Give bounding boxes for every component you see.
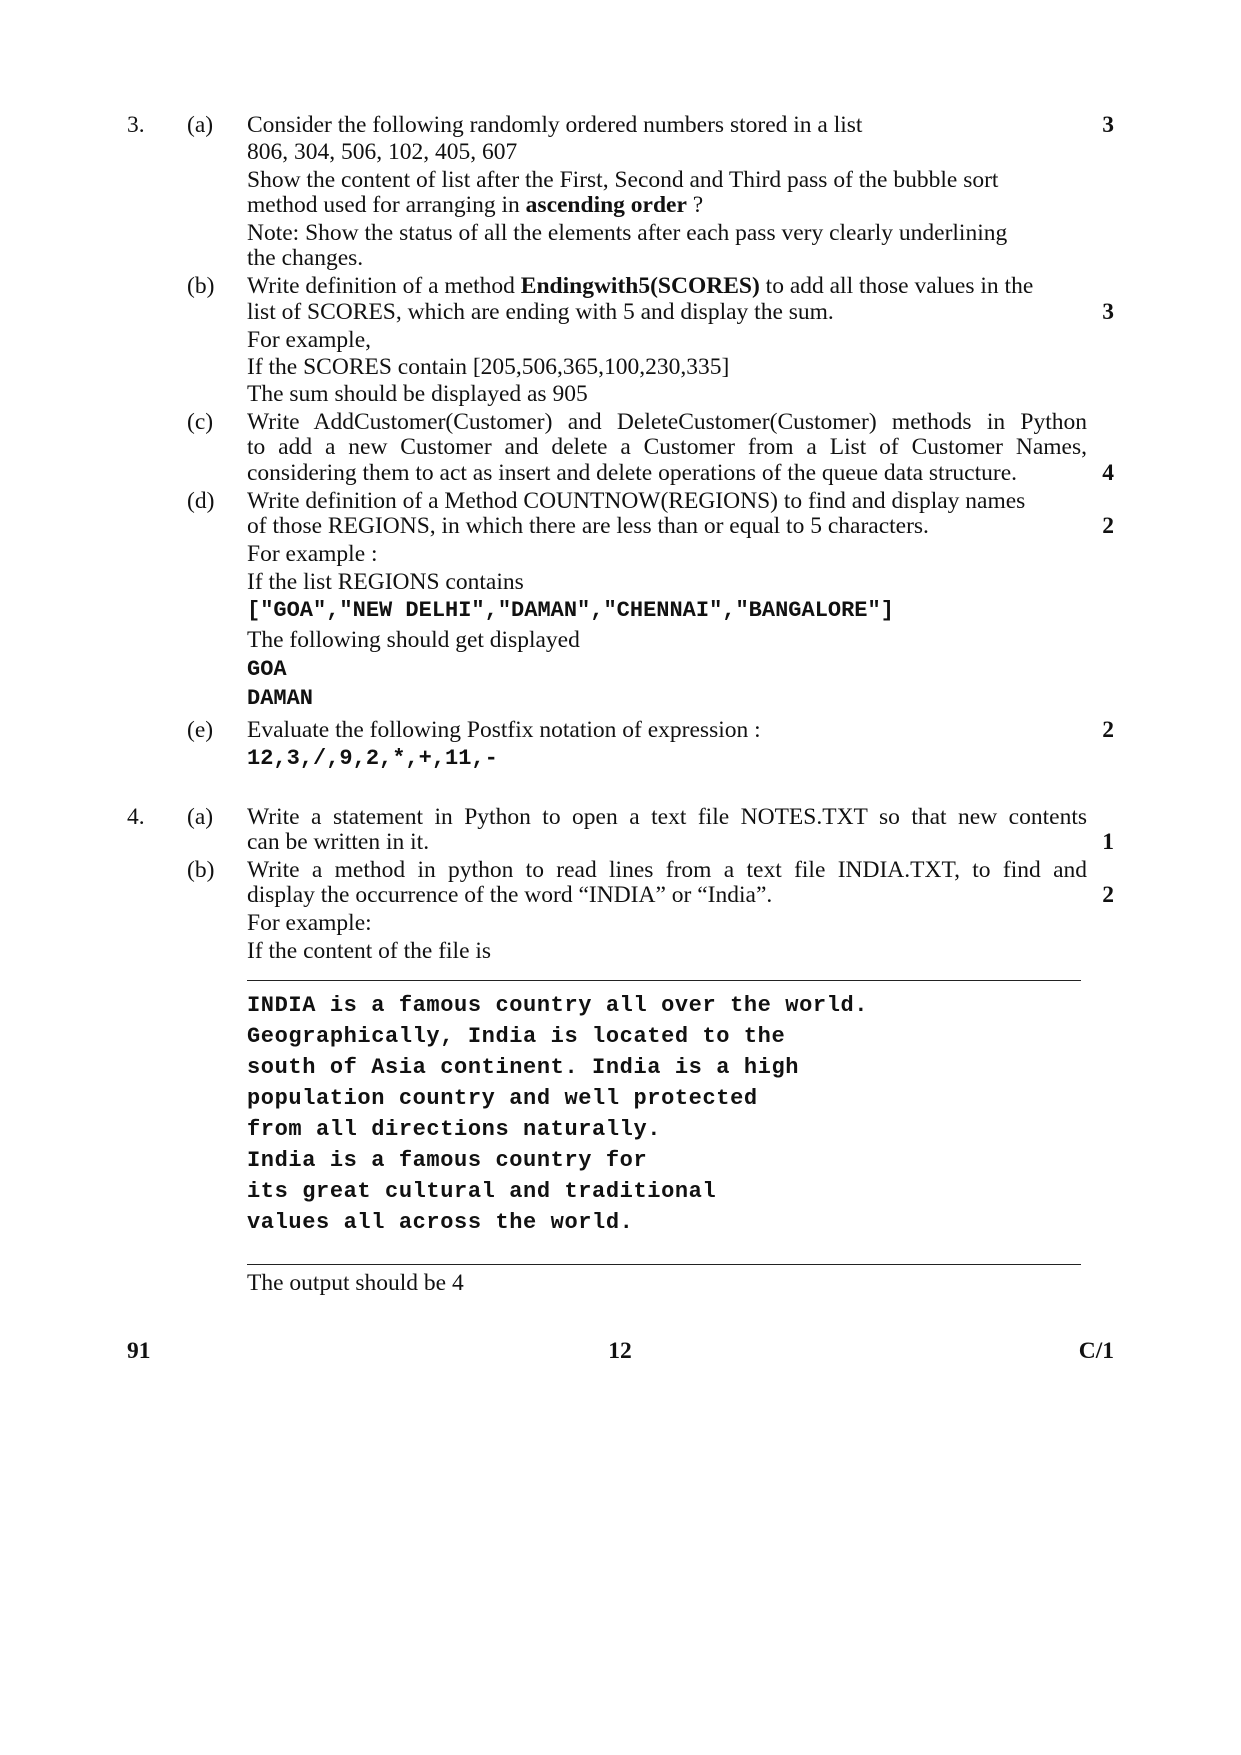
q3d-line1: Write definition of a Method COUNTNOW(REGIONS) to find and display names — [247, 488, 1026, 514]
q3b-sum: The sum should be displayed as 905 — [247, 381, 588, 407]
q4a-marks: 1 — [1102, 829, 1114, 855]
q3d-display-intro: The following should get displayed — [247, 627, 580, 653]
q3e-line1: Evaluate the following Postfix notation of expression : — [247, 717, 761, 743]
q3c-line2: to add a new Customer and delete a Customer from a List of Customer Names, — [247, 434, 1087, 460]
file-line: south of Asia continent. India is a high — [247, 1055, 800, 1080]
q4b-marks: 2 — [1102, 882, 1114, 908]
q4b-line1: Write a method in python to read lines from a text file INDIA.TXT, to find and — [247, 857, 1087, 883]
file-line: values all across the world. — [247, 1210, 634, 1235]
file-line: INDIA is a famous country all over the world. — [247, 993, 869, 1018]
q3d-example: For example : — [247, 541, 378, 567]
q3b-line1 — [247, 273, 1097, 300]
q3c-line3: considering them to act as insert and delete operations of the queue data structure. — [247, 460, 1018, 486]
q3b-line1-end: to add all those values in the — [759, 273, 1034, 299]
file-top-rule — [247, 980, 1081, 981]
q3a-numbers: 806, 304, 506, 102, 405, 607 — [247, 139, 518, 165]
q3d-regions-list: ["GOA","NEW DELHI","DAMAN","CHENNAI","BANGALORE"] — [247, 598, 894, 623]
q3a-line1: Consider the following randomly ordered numbers stored in a list — [247, 112, 863, 138]
q4a-line2: can be written in it. — [247, 829, 430, 855]
file-line: Geographically, India is located to the — [247, 1024, 786, 1049]
q3d-list-intro: If the list REGIONS contains — [247, 569, 524, 595]
q3d-label: (d) — [187, 488, 215, 514]
q3b-line2: list of SCORES, which are ending with 5 and display the sum. — [247, 299, 834, 325]
q3a-line4-end: ? — [686, 192, 704, 218]
q3d-line2: of those REGIONS, in which there are less than or equal to 5 characters. — [247, 513, 929, 539]
q3a-line3: Show the content of list after the First, Second and Third pass of the bubble sort — [247, 167, 999, 193]
q3a-ascending-order: ascending order — [525, 192, 687, 218]
q4b-example: For example: — [247, 910, 372, 936]
q3d-output-daman: DAMAN — [247, 686, 314, 711]
q4a-label: (a) — [187, 804, 214, 830]
q4b-line2: display the occurrence of the word “INDIA” or “India”. — [247, 882, 773, 908]
footer-set: C/1 — [1078, 1338, 1114, 1364]
footer-code: 91 — [127, 1338, 151, 1364]
file-line: its great cultural and traditional — [247, 1179, 717, 1204]
q3b-label: (b) — [187, 273, 215, 299]
file-bottom-rule — [247, 1264, 1081, 1265]
q3c-label: (c) — [187, 409, 214, 435]
q3a-line4-text: method used for arranging in — [247, 192, 526, 218]
q3b-example: For example, — [247, 327, 371, 353]
q3d-marks: 2 — [1102, 513, 1114, 539]
page-number: 12 — [608, 1338, 632, 1364]
q3a-line4 — [247, 192, 1097, 219]
q4-number: 4. — [127, 804, 145, 830]
q3b-line1-text: Write definition of a method — [247, 273, 521, 299]
q3e-marks: 2 — [1102, 717, 1114, 743]
q3a-label: (a) — [187, 112, 214, 138]
q3b-scores: If the SCORES contain [205,506,365,100,230,335] — [247, 354, 730, 380]
q4a-line1: Write a statement in Python to open a text file NOTES.TXT so that new contents — [247, 804, 1087, 830]
file-line: India is a famous country for — [247, 1148, 648, 1173]
q3b-method-name: Endingwith5(SCORES) — [520, 273, 760, 299]
q4b-output: The output should be 4 — [247, 1270, 464, 1296]
q3a-note-end: the changes. — [247, 245, 364, 271]
q3a-marks: 3 — [1102, 112, 1114, 138]
q3-number: 3. — [127, 112, 145, 138]
q3c-line1: Write AddCustomer(Customer) and DeleteCustomer(Customer) methods in Python — [247, 409, 1087, 435]
file-line: population country and well protected — [247, 1086, 758, 1111]
q3e-label: (e) — [187, 717, 214, 743]
q3c-marks: 4 — [1102, 460, 1114, 486]
q3e-postfix: 12,3,/,9,2,*,+,11,- — [247, 746, 498, 771]
q3d-output-goa: GOA — [247, 657, 287, 682]
file-line: from all directions naturally. — [247, 1117, 662, 1142]
q3a-note: Note: Show the status of all the elements after each pass very clearly underlining — [247, 220, 1008, 246]
q3b-marks: 3 — [1102, 299, 1114, 325]
q4b-file-intro: If the content of the file is — [247, 938, 492, 964]
q4b-label: (b) — [187, 857, 215, 883]
